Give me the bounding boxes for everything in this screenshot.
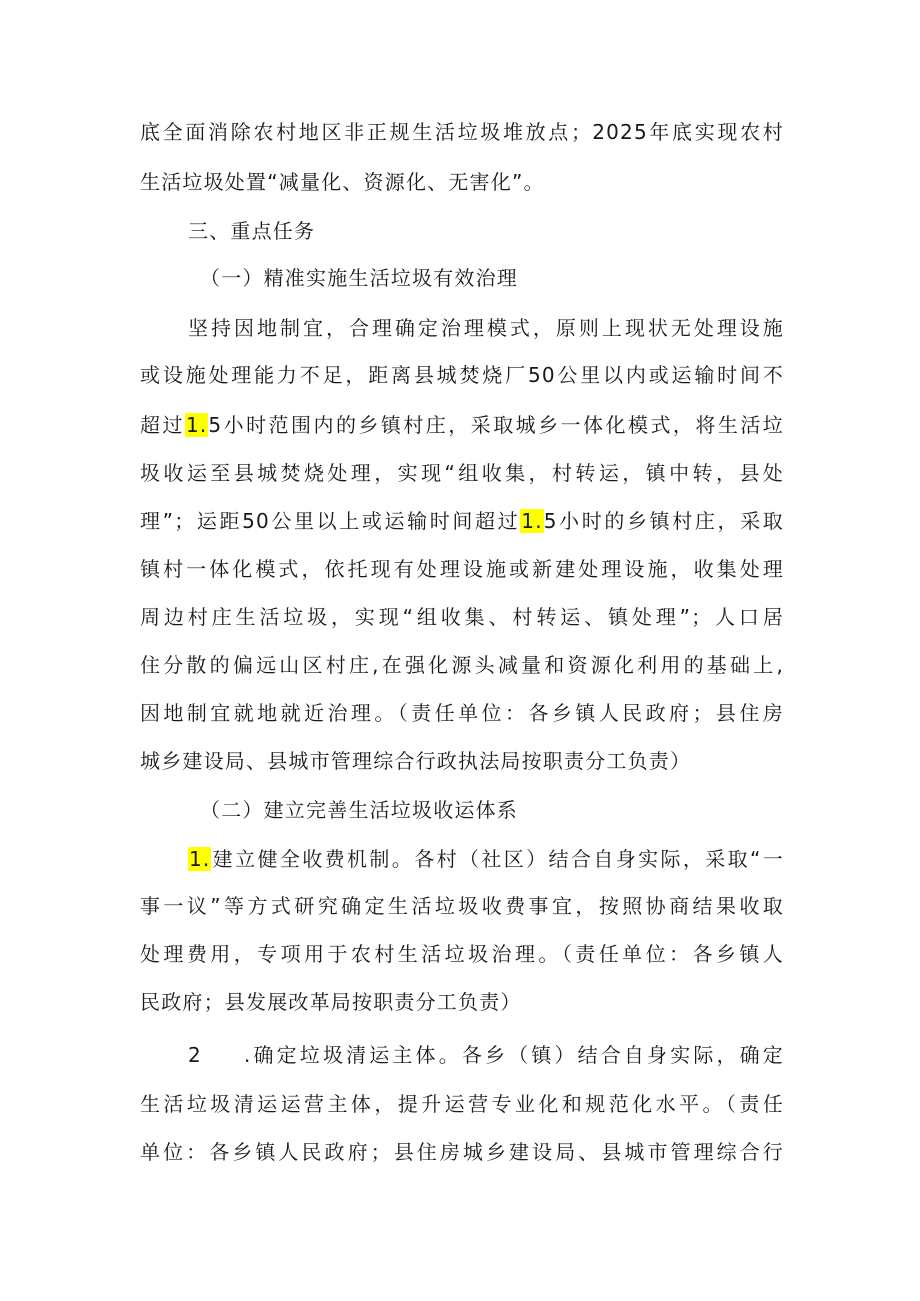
body-text-line bbox=[140, 506, 784, 536]
body-text-line: 生活垃圾清运运营主体，提升运营专业化和规范化水平。（责任 bbox=[140, 1092, 784, 1116]
body-text-line: 底全面消除农村地区非正规生活垃圾堆放点；2025年底实现农村 bbox=[140, 120, 784, 144]
subsection-heading: （一）精准实施生活垃圾有效治理 bbox=[200, 266, 518, 290]
body-text-line bbox=[140, 410, 784, 440]
text-segment: 5小时的乡镇村庄，采取 bbox=[543, 509, 784, 533]
paragraph-first-line: .确定垃圾清运主体。各乡（镇）结合自身实际，确定 bbox=[244, 1043, 784, 1067]
text-segment: 超过 bbox=[140, 413, 185, 437]
paragraph-first-line: 坚持因地制宜，合理确定治理模式，原则上现状无处理设施 bbox=[188, 316, 784, 340]
text-segment: 建立健全收费机制。各村（社区）结合自身实际，采取“一 bbox=[211, 847, 784, 871]
body-text-line: 因地制宜就地就近治理。（责任单位：各乡镇人民政府；县住房 bbox=[140, 701, 784, 725]
body-text-line: 住分散的偏远山区村庄,在强化源头减量和资源化利用的基础上, bbox=[140, 653, 784, 677]
body-text-line: 圾收运至县城焚烧处理，实现“组收集，村转运，镇中转，县处 bbox=[140, 461, 784, 485]
body-text-line: 处理费用，专项用于农村生活垃圾治理。（责任单位：各乡镇人 bbox=[140, 942, 784, 966]
highlighted-number: 1. bbox=[521, 509, 543, 533]
body-text-line: 城乡建设局、县城市管理综合行政执法局按职责分工负责） bbox=[140, 749, 692, 773]
item-number: 2 bbox=[188, 1043, 202, 1067]
body-text-line: 单位：各乡镇人民政府；县住房城乡建设局、县城市管理综合行 bbox=[140, 1140, 784, 1164]
body-text-line: 事一议”等方式研究确定生活垃圾收费事宜，按照协商结果收取 bbox=[140, 894, 784, 918]
text-segment: 5小时范围内的乡镇村庄，采取城乡一体化模式，将生活垃 bbox=[208, 413, 784, 437]
body-text-line: 生活垃圾处置“减量化、资源化、无害化”。 bbox=[140, 170, 545, 194]
section-heading: 三、重点任务 bbox=[188, 219, 316, 243]
body-text-line: 镇村一体化模式，依托现有处理设施或新建处理设施，收集处理 bbox=[140, 557, 784, 581]
body-text-line: 民政府；县发展改革局按职责分工负责） bbox=[140, 990, 522, 1014]
paragraph-first-line bbox=[188, 844, 784, 874]
text-segment: 理”；运距50公里以上或运输时间超过 bbox=[140, 509, 521, 533]
body-text-line: 周边村庄生活垃圾，实现“组收集、村转运、镇处理”；人口居 bbox=[140, 605, 784, 629]
subsection-heading: （二）建立完善生活垃圾收运体系 bbox=[200, 798, 518, 822]
highlighted-number: 1. bbox=[185, 413, 208, 437]
highlighted-number: 1. bbox=[189, 847, 211, 871]
body-text-line: 或设施处理能力不足，距离县城焚烧厂50公里以内或运输时间不 bbox=[140, 363, 784, 387]
